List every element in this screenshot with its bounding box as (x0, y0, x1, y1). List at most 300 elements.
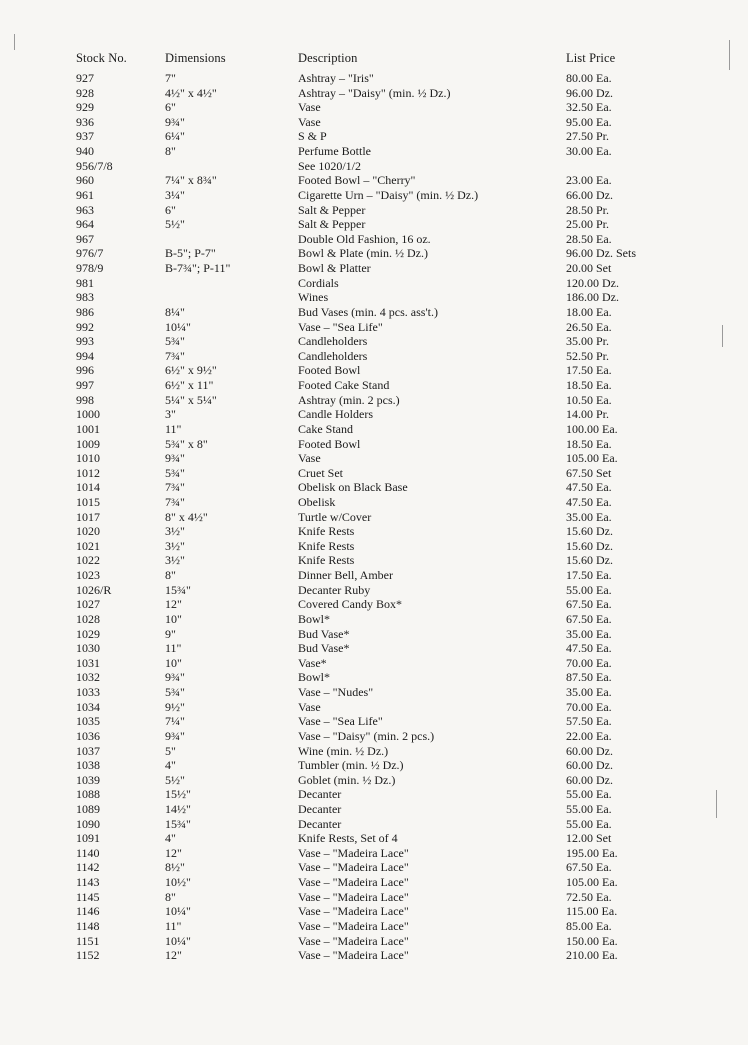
cell-list-price: 35.00 Ea. (566, 626, 612, 641)
cell-description: Vase – "Daisy" (min. 2 pcs.) (298, 728, 435, 743)
cell-list-price: 105.00 Ea. (566, 875, 618, 890)
cell-stock-no: 1143 (76, 875, 100, 890)
cell-description: Vase (298, 451, 321, 466)
cell-description: Bowl & Plate (min. ½ Dz.) (298, 246, 428, 261)
cell-list-price: 96.00 Dz. Sets (566, 246, 636, 261)
cell-list-price: 22.00 Ea. (566, 728, 612, 743)
cell-list-price: 47.50 Ea. (566, 641, 612, 656)
cell-description: Bowl & Platter (298, 261, 371, 276)
cell-list-price: 67.50 Set (566, 465, 612, 480)
cell-dimensions: 9¾" (165, 114, 185, 129)
cell-stock-no: 1152 (76, 948, 100, 963)
cell-stock-no: 994 (76, 348, 94, 363)
cell-stock-no: 1028 (76, 611, 100, 626)
cell-description: Decanter (298, 787, 342, 802)
table-row (0, 670, 748, 685)
cell-description: Vase – "Madeira Lace" (298, 918, 409, 933)
cell-description: Vase – "Nudes" (298, 685, 374, 700)
cell-dimensions: 5½" (165, 772, 185, 787)
table-row (0, 393, 748, 408)
cell-list-price: 195.00 Ea. (566, 845, 618, 860)
cell-description: Dinner Bell, Amber (298, 568, 393, 583)
cell-list-price: 28.50 Pr. (566, 202, 610, 217)
cell-list-price: 26.50 Ea. (566, 319, 612, 334)
cell-stock-no: 1032 (76, 670, 100, 685)
cell-list-price: 105.00 Ea. (566, 451, 618, 466)
cell-list-price: 35.00 Pr. (566, 334, 610, 349)
cell-list-price: 87.50 Ea. (566, 670, 612, 685)
table-row (0, 553, 748, 568)
cell-list-price: 150.00 Ea. (566, 933, 618, 948)
header-stock-no: Stock No. (76, 51, 127, 65)
table-row (0, 729, 748, 744)
cell-dimensions: 8½" (165, 860, 185, 875)
cell-stock-no: 936 (76, 114, 94, 129)
cell-list-price: 15.60 Dz. (566, 538, 613, 553)
table-row (0, 758, 748, 773)
cell-description: Vase – "Madeira Lace" (298, 933, 409, 948)
cell-description: Footed Bowl – "Cherry" (298, 173, 416, 188)
cell-stock-no: 1021 (76, 538, 100, 553)
cell-stock-no: 1026/R (76, 582, 112, 597)
cell-description: Knife Rests (298, 538, 355, 553)
cell-dimensions: 10¼" (165, 904, 191, 919)
cell-description: Vase – "Madeira Lace" (298, 948, 409, 963)
cell-description: Ashtray – "Daisy" (min. ½ Dz.) (298, 85, 451, 100)
cell-dimensions: 3½" (165, 553, 185, 568)
cell-dimensions: 10¼" (165, 319, 191, 334)
table-row (0, 612, 748, 627)
cell-dimensions: 7¾" (165, 480, 185, 495)
cell-list-price: 47.50 Ea. (566, 494, 612, 509)
cell-description: Cordials (298, 275, 339, 290)
table-row (0, 232, 748, 247)
table-row (0, 685, 748, 700)
cell-stock-no: 1090 (76, 816, 100, 831)
cell-stock-no: 1030 (76, 641, 100, 656)
table-row (0, 890, 748, 905)
cell-stock-no: 956/7/8 (76, 158, 113, 173)
cell-list-price: 55.00 Ea. (566, 787, 612, 802)
table-row (0, 144, 748, 159)
table-row (0, 641, 748, 656)
cell-description: Vase (298, 100, 321, 115)
scan-mark (722, 325, 723, 347)
cell-stock-no: 1151 (76, 933, 100, 948)
cell-description: Ashtray – "Iris" (298, 71, 374, 85)
cell-stock-no: 967 (76, 231, 94, 246)
cell-stock-no: 986 (76, 304, 94, 319)
cell-dimensions: 5" (165, 743, 176, 758)
cell-description: Bud Vase* (298, 626, 350, 641)
cell-dimensions: 8" (165, 568, 176, 583)
cell-dimensions: 5¾" (165, 685, 185, 700)
table-row (0, 904, 748, 919)
table-row (0, 276, 748, 291)
cell-stock-no: 997 (76, 378, 94, 393)
table-row (0, 539, 748, 554)
cell-dimensions: 15¾" (165, 816, 191, 831)
cell-description: Cake Stand (298, 421, 353, 436)
cell-dimensions: 11" (165, 421, 182, 436)
cell-stock-no: 998 (76, 392, 94, 407)
cell-list-price: 67.50 Ea. (566, 611, 612, 626)
cell-dimensions: 9¾" (165, 670, 185, 685)
cell-list-price: 10.50 Ea. (566, 392, 612, 407)
cell-description: Footed Cake Stand (298, 378, 390, 393)
cell-stock-no: 1148 (76, 918, 100, 933)
cell-stock-no: 1023 (76, 568, 100, 583)
table-row (0, 349, 748, 364)
cell-list-price: 25.00 Pr. (566, 217, 610, 232)
cell-dimensions: 12" (165, 845, 182, 860)
cell-dimensions: 10" (165, 655, 182, 670)
cell-list-price: 12.00 Set (566, 831, 612, 846)
table-row (0, 129, 748, 144)
table-row (0, 773, 748, 788)
cell-description: Vase – "Madeira Lace" (298, 889, 409, 904)
cell-stock-no: 961 (76, 187, 94, 202)
cell-list-price: 70.00 Ea. (566, 655, 612, 670)
cell-description: Bowl* (298, 611, 331, 626)
cell-list-price: 55.00 Ea. (566, 816, 612, 831)
cell-stock-no: 1145 (76, 889, 100, 904)
cell-dimensions: 8" (165, 144, 176, 159)
table-row (0, 407, 748, 422)
cell-list-price: 47.50 Ea. (566, 480, 612, 495)
cell-description: Goblet (min. ½ Dz.) (298, 772, 396, 787)
table-row (0, 627, 748, 642)
cell-stock-no: 1089 (76, 802, 100, 816)
cell-description: Covered Candy Box* (298, 597, 402, 612)
cell-dimensions: 10¼" (165, 933, 191, 948)
cell-dimensions: 6¼" (165, 129, 185, 144)
cell-stock-no: 960 (76, 173, 94, 188)
cell-description: Vase – "Madeira Lace" (298, 875, 409, 890)
cell-list-price: 17.50 Ea. (566, 568, 612, 583)
cell-stock-no: 1000 (76, 407, 100, 422)
cell-list-price: 95.00 Ea. (566, 114, 612, 129)
table-row (0, 831, 748, 846)
cell-stock-no: 964 (76, 217, 94, 232)
table-row (0, 934, 748, 949)
cell-dimensions: 11" (165, 641, 182, 656)
cell-description: Cigarette Urn – "Daisy" (min. ½ Dz.) (298, 187, 479, 202)
cell-description: Knife Rests (298, 553, 355, 568)
cell-dimensions: 9¾" (165, 728, 185, 743)
table-row (0, 203, 748, 218)
cell-stock-no: 1033 (76, 685, 100, 700)
cell-list-price: 17.50 Ea. (566, 363, 612, 378)
cell-list-price: 120.00 Dz. (566, 275, 619, 290)
cell-stock-no: 983 (76, 290, 94, 305)
table-row (0, 188, 748, 203)
cell-stock-no: 976/7 (76, 246, 104, 261)
table-row (0, 86, 748, 101)
table-row (0, 700, 748, 715)
cell-dimensions: 8" (165, 889, 176, 904)
cell-stock-no: 937 (76, 129, 94, 144)
cell-stock-no: 1014 (76, 480, 100, 495)
table-row (0, 817, 748, 832)
cell-dimensions: 9¾" (165, 451, 185, 466)
table-row (0, 305, 748, 320)
cell-dimensions: 9½" (165, 699, 185, 714)
cell-list-price: 14.00 Pr. (566, 407, 610, 422)
cell-stock-no: 1022 (76, 553, 100, 568)
table-row (0, 466, 748, 481)
cell-description: Vase (298, 114, 321, 129)
cell-description: Bowl* (298, 670, 331, 685)
cell-description: Knife Rests, Set of 4 (298, 831, 398, 846)
cell-dimensions: 15¾" (165, 582, 191, 597)
cell-dimensions: 11" (165, 918, 182, 933)
cell-dimensions: 4" (165, 831, 176, 846)
table-row (0, 744, 748, 759)
table-row (0, 173, 748, 188)
cell-description: Perfume Bottle (298, 144, 371, 159)
cell-stock-no: 1037 (76, 743, 100, 758)
cell-description: Turtle w/Cover (298, 509, 372, 524)
cell-description: Obelisk on Black Base (298, 480, 408, 495)
table-row (0, 787, 748, 802)
cell-stock-no: 963 (76, 202, 94, 217)
table-row (0, 919, 748, 934)
table-row (0, 714, 748, 729)
cell-list-price: 60.00 Dz. (566, 743, 613, 758)
cell-stock-no: 1009 (76, 436, 100, 451)
cell-dimensions: B-7¾"; P-11" (165, 261, 231, 276)
cell-dimensions: 5¾" (165, 334, 185, 349)
cell-stock-no: 1012 (76, 465, 100, 480)
cell-list-price: 100.00 Ea. (566, 421, 618, 436)
cell-dimensions: 5¾" (165, 465, 185, 480)
cell-list-price: 20.00 Set (566, 261, 612, 276)
cell-dimensions: 8" x 4½" (165, 509, 208, 524)
cell-stock-no: 1091 (76, 831, 100, 846)
cell-dimensions: 5¾" x 8" (165, 436, 208, 451)
cell-description: Vase – "Sea Life" (298, 319, 383, 334)
table-row (0, 334, 748, 349)
table-row (0, 290, 748, 305)
cell-dimensions: 6" (165, 202, 176, 217)
cell-list-price: 85.00 Ea. (566, 918, 612, 933)
cell-description: Obelisk (298, 494, 336, 509)
cell-dimensions: 10" (165, 611, 182, 626)
cell-list-price: 52.50 Pr. (566, 348, 610, 363)
table-row (0, 422, 748, 437)
cell-description: Decanter (298, 816, 342, 831)
cell-description: Vase – "Sea Life" (298, 714, 383, 729)
cell-description: S & P (298, 129, 327, 144)
cell-list-price: 55.00 Ea. (566, 802, 612, 816)
table-row (0, 363, 748, 378)
table-row (0, 115, 748, 130)
cell-dimensions: 7¼" x 8¾" (165, 173, 217, 188)
table-row (0, 583, 748, 598)
cell-stock-no: 1020 (76, 524, 100, 539)
table-row (0, 100, 748, 115)
cell-list-price: 55.00 Ea. (566, 582, 612, 597)
cell-list-price: 210.00 Ea. (566, 948, 618, 963)
header-description: Description (298, 51, 358, 65)
cell-stock-no: 1015 (76, 494, 100, 509)
cell-stock-no: 992 (76, 319, 94, 334)
table-row (0, 480, 748, 495)
cell-stock-no: 1031 (76, 655, 100, 670)
cell-description: Vase – "Madeira Lace" (298, 860, 409, 875)
cell-list-price: 30.00 Ea. (566, 144, 612, 159)
cell-description: Salt & Pepper (298, 202, 366, 217)
cell-dimensions: 14½" (165, 802, 191, 816)
cell-list-price: 15.60 Dz. (566, 524, 613, 539)
cell-description: Decanter Ruby (298, 582, 371, 597)
cell-list-price: 186.00 Dz. (566, 290, 619, 305)
cell-description: Double Old Fashion, 16 oz. (298, 231, 431, 246)
table-row (0, 451, 748, 466)
table-row (0, 846, 748, 861)
cell-list-price: 60.00 Dz. (566, 758, 613, 773)
cell-dimensions: B-5"; P-7" (165, 246, 216, 261)
cell-description: Salt & Pepper (298, 217, 366, 232)
cell-stock-no: 1038 (76, 758, 100, 773)
cell-stock-no: 1142 (76, 860, 100, 875)
cell-stock-no: 1039 (76, 772, 100, 787)
cell-stock-no: 1001 (76, 421, 100, 436)
cell-list-price: 96.00 Dz. (566, 85, 613, 100)
cell-list-price: 66.00 Dz. (566, 187, 613, 202)
cell-stock-no: 1140 (76, 845, 100, 860)
cell-dimensions: 4½" x 4½" (165, 85, 217, 100)
table-row (0, 261, 748, 276)
table-row (0, 495, 748, 510)
cell-dimensions: 9" (165, 626, 176, 641)
cell-dimensions: 7" (165, 71, 176, 85)
cell-dimensions: 3½" (165, 524, 185, 539)
cell-description: Vase – "Madeira Lace" (298, 845, 409, 860)
cell-stock-no: 927 (76, 71, 94, 85)
cell-dimensions: 10½" (165, 875, 191, 890)
cell-dimensions: 8¼" (165, 304, 185, 319)
cell-dimensions: 6" (165, 100, 176, 115)
cell-description: Vase – "Madeira Lace" (298, 904, 409, 919)
cell-list-price: 72.50 Ea. (566, 889, 612, 904)
cell-list-price: 35.00 Ea. (566, 509, 612, 524)
cell-list-price: 27.50 Pr. (566, 129, 610, 144)
table-row (0, 524, 748, 539)
cell-stock-no: 978/9 (76, 261, 104, 276)
cell-dimensions: 12" (165, 597, 182, 612)
cell-list-price: 80.00 Ea. (566, 71, 612, 85)
cell-list-price: 115.00 Ea. (566, 904, 618, 919)
cell-description: Candleholders (298, 334, 368, 349)
cell-list-price: 67.50 Ea. (566, 597, 612, 612)
cell-list-price: 15.60 Dz. (566, 553, 613, 568)
cell-list-price: 35.00 Ea. (566, 685, 612, 700)
cell-stock-no: 1035 (76, 714, 100, 729)
cell-stock-no: 993 (76, 334, 94, 349)
table-row (0, 510, 748, 525)
cell-stock-no: 1017 (76, 509, 100, 524)
cell-description: Footed Bowl (298, 363, 361, 378)
cell-stock-no: 1146 (76, 904, 100, 919)
cell-description: Ashtray (min. 2 pcs.) (298, 392, 400, 407)
cell-dimensions: 3½" (165, 538, 185, 553)
table-row (0, 71, 748, 86)
cell-stock-no: 1088 (76, 787, 100, 802)
cell-list-price: 60.00 Dz. (566, 772, 613, 787)
cell-stock-no: 981 (76, 275, 94, 290)
cell-list-price: 18.00 Ea. (566, 304, 612, 319)
scan-mark (14, 34, 15, 50)
cell-list-price: 70.00 Ea. (566, 699, 612, 714)
table-row (0, 802, 748, 817)
cell-description: Decanter (298, 802, 342, 816)
cell-dimensions: 3" (165, 407, 176, 422)
cell-description: Bud Vases (min. 4 pcs. ass't.) (298, 304, 438, 319)
cell-dimensions: 5½" (165, 217, 185, 232)
cell-dimensions: 4" (165, 758, 176, 773)
cell-description: Candleholders (298, 348, 368, 363)
cell-stock-no: 1034 (76, 699, 100, 714)
cell-stock-no: 940 (76, 144, 94, 159)
table-row (0, 568, 748, 583)
cell-stock-no: 1010 (76, 451, 100, 466)
cell-list-price: 67.50 Ea. (566, 860, 612, 875)
table-row (0, 246, 748, 261)
cell-description: Vase (298, 699, 321, 714)
cell-dimensions: 7¾" (165, 348, 185, 363)
cell-dimensions: 6½" x 11" (165, 378, 214, 393)
cell-description: Vase* (298, 655, 327, 670)
cell-dimensions: 7¼" (165, 714, 185, 729)
cell-stock-no: 928 (76, 85, 94, 100)
table-row (0, 948, 748, 963)
scan-mark (729, 40, 730, 70)
header-list-price: List Price (566, 51, 616, 65)
table-row (0, 159, 748, 174)
cell-description: Footed Bowl (298, 436, 361, 451)
cell-list-price: 28.50 Ea. (566, 231, 612, 246)
cell-list-price: 57.50 Ea. (566, 714, 612, 729)
table-row (0, 217, 748, 232)
cell-list-price: 32.50 Ea. (566, 100, 612, 115)
cell-list-price: 23.00 Ea. (566, 173, 612, 188)
table-row (0, 437, 748, 452)
table-row (0, 378, 748, 393)
cell-stock-no: 929 (76, 100, 94, 115)
cell-description: Tumbler (min. ½ Dz.) (298, 758, 404, 773)
cell-list-price: 18.50 Ea. (566, 378, 612, 393)
cell-description: Wine (min. ½ Dz.) (298, 743, 389, 758)
cell-description: Cruet Set (298, 465, 343, 480)
table-row (0, 320, 748, 335)
header-dimensions: Dimensions (165, 51, 226, 65)
cell-description: Wines (298, 290, 329, 305)
table-row (0, 860, 748, 875)
table-header (0, 51, 748, 66)
cell-dimensions: 7¾" (165, 494, 185, 509)
cell-dimensions: 3¼" (165, 187, 185, 202)
cell-stock-no: 1027 (76, 597, 100, 612)
cell-stock-no: 1036 (76, 728, 100, 743)
cell-description: Candle Holders (298, 407, 373, 422)
cell-stock-no: 996 (76, 363, 94, 378)
cell-dimensions: 15½" (165, 787, 191, 802)
cell-dimensions: 5¼" x 5¼" (165, 392, 217, 407)
cell-list-price: 18.50 Ea. (566, 436, 612, 451)
table-row (0, 597, 748, 612)
